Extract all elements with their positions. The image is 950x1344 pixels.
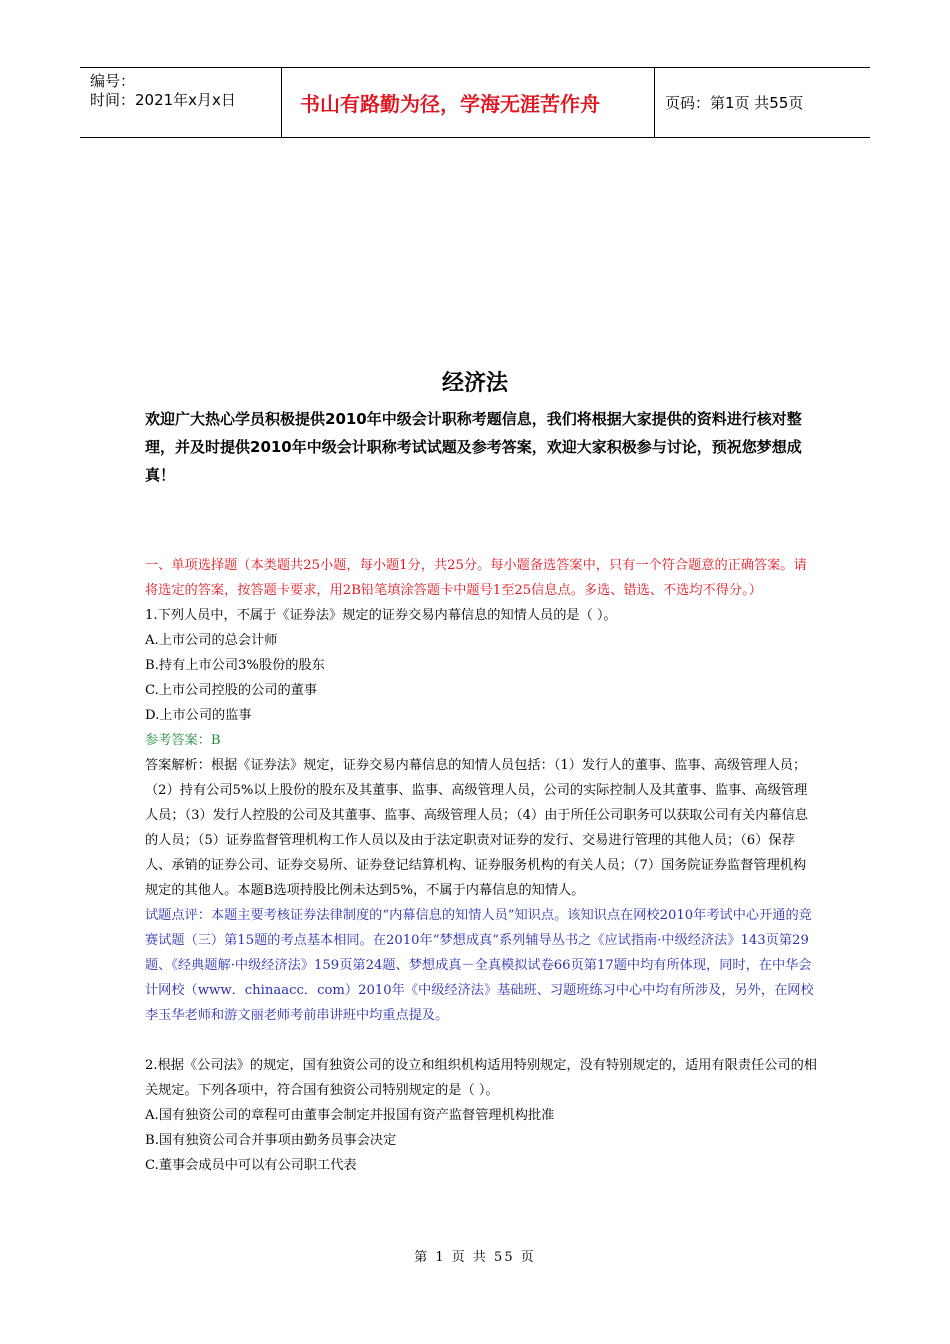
question-2-option-a: A.国有独资公司的章程可由董事会制定并报国有资产监督管理机构批准 bbox=[145, 1108, 555, 1123]
question-1-answer: 参考答案：B bbox=[145, 733, 221, 748]
question-1-text: 1.下列人员中，不属于《证券法》规定的证券交易内幕信息的知情人员的是（ ）。 bbox=[145, 608, 617, 623]
question-1-analysis: 答案解析：根据《证券法》规定，证券交易内幕信息的知情人员包括：（1）发行人的董事、监事、高级管理人员；（2）持有公司5%以上股份的股东及其董事、监事、高级管理人员，公司的实际控制人及其董事、监事、高级管理人员；（3）发行人控股的公司及其董事、监事、高级管理人员；（4）由于所任公司职务可以获取公司有关内幕信息的人员；（5）证券监督管理机构工作人员以及由于法定职责对证券的发行、交易进行管理的其他人员；（6）保荐人、承销的证券公司、证券交易所、证券登记结算机构、证券服务机构的有关人员；（7）国务院证券监督管理机构规定的其他人。本题B选项持股比例未达到5%，不属于内幕信息的知情人。 bbox=[145, 758, 808, 898]
question-2-option-b: B.国有独资公司合并事项由勤务员事会决定 bbox=[145, 1133, 397, 1148]
time-label: 时间：2021年x月x日 bbox=[90, 91, 236, 109]
document-title: 经济法 bbox=[441, 371, 508, 396]
page-footer: 第 1 页 共 55 页 bbox=[414, 1250, 536, 1265]
header-motto: 书山有路勤为径，学海无涯苦作舟 bbox=[282, 68, 655, 137]
document-body bbox=[145, 553, 817, 1178]
question-2-text: 2.根据《公司法》的规定，国有独资公司的设立和组织机构适用特别规定，没有特别规定的，适用有限责任公司的相关规定。下列各项中，符合国有独资公司特别规定的是（ ）。 bbox=[145, 1058, 817, 1098]
header-page-info: 页码：第1页 共55页 bbox=[665, 94, 804, 112]
question-1-option-d: D.上市公司的监事 bbox=[145, 708, 252, 723]
question-1-option-c: C.上市公司控股的公司的董事 bbox=[145, 683, 318, 698]
number-label: 编号： bbox=[90, 72, 136, 90]
question-1-comment: 试题点评：本题主要考核证券法律制度的“内幕信息的知情人员”知识点。该知识点在网校2010年考试中心开通的竞赛试题（三）第15题的考点基本相同。在2010年“梦想成真”系列辅导丛书之《应试指南·中级经济法》143页第29题、《经典题解·中级经济法》159页第24题、梦想成真－全真模拟试卷66页第17题中均有所体现，同时，在中华会计网校（www．chinaacc．com）2010年《中级经济法》基础班、习题班练习中心中均有所涉及，另外，在网校李玉华老师和游文丽老师考前串讲班中均重点提及。 bbox=[145, 908, 814, 1023]
spacer bbox=[145, 1028, 817, 1053]
question-1-option-b: B.持有上市公司3%股份的股东 bbox=[145, 658, 325, 673]
intro-paragraph: 欢迎广大热心学员积极提供2010年中级会计职称考题信息，我们将根据大家提供的资料进行核对整理，并及时提供2010年中级会计职称考试试题及参考答案，欢迎大家积极参与讨论，预祝您梦想成真！ bbox=[145, 410, 802, 484]
question-2-option-c: C.董事会成员中可以有公司职工代表 bbox=[145, 1158, 357, 1173]
document-header bbox=[80, 67, 870, 138]
question-1-option-a: A.上市公司的总会计师 bbox=[145, 633, 278, 648]
section-heading: 一、单项选择题（本类题共25小题，每小题1分，共25分。每小题备选答案中，只有一个符合题意的正确答案。请将选定的答案，按答题卡要求，用2B铅笔填涂答题卡中题号1至25信息点。多选、错选、不选均不得分。） bbox=[145, 558, 807, 598]
header-meta bbox=[80, 68, 282, 137]
